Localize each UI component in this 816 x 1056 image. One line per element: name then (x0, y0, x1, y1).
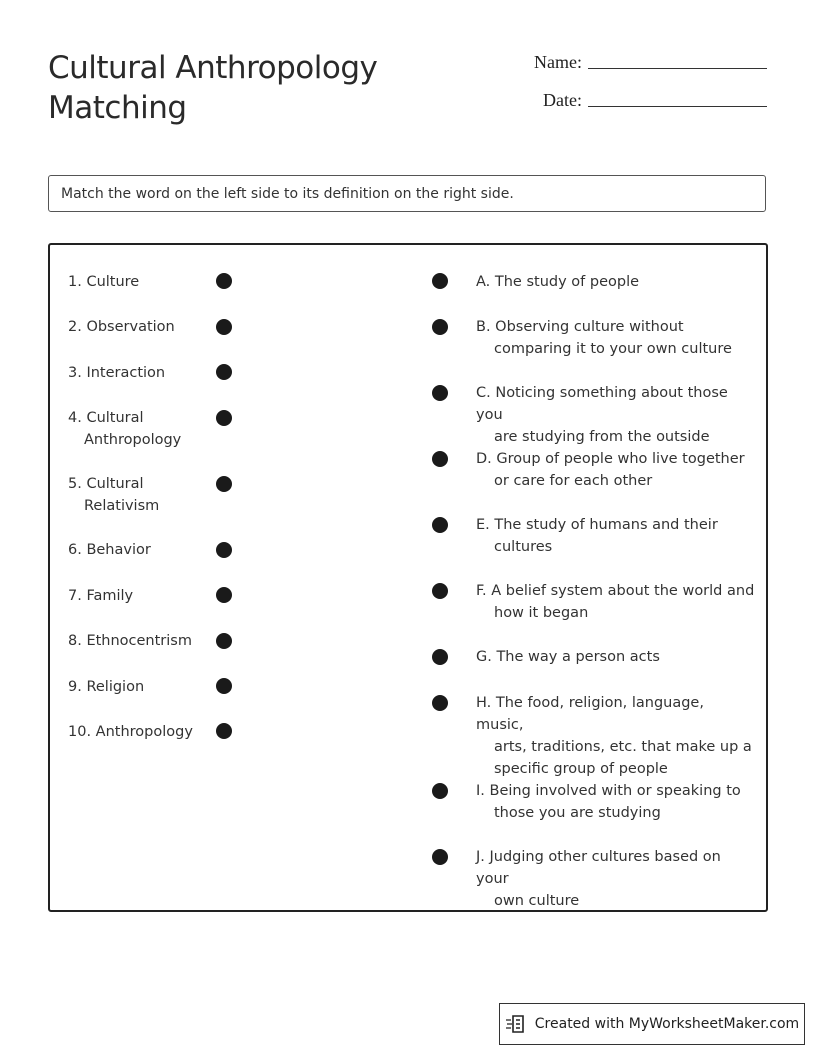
term-item (68, 407, 208, 451)
definition-match-dot[interactable] (432, 451, 448, 467)
worksheet-title (48, 48, 468, 128)
term-match-dot[interactable] (216, 587, 232, 603)
instructions-box (48, 175, 766, 212)
date-field (543, 90, 767, 111)
definition-match-dot[interactable] (432, 783, 448, 799)
definition-text-continued: how it began (494, 605, 589, 621)
date-blank-line[interactable] (588, 105, 767, 107)
created-with-badge[interactable] (499, 1003, 805, 1045)
definition-text-continued: or care for each other (494, 473, 653, 489)
definition-text-continued: arts, traditions, etc. that make up a specific group of people (494, 739, 752, 777)
term-match-dot[interactable] (216, 542, 232, 558)
definition-text-continued: are studying from the outside (494, 429, 710, 445)
definition-item (476, 382, 756, 448)
definition-text: F. A belief system about the world and (476, 583, 755, 599)
name-label: Name: (534, 52, 582, 72)
definition-text: D. Group of people who live together (476, 451, 745, 467)
definition-text: A. The study of people (476, 274, 640, 290)
term-match-dot[interactable] (216, 364, 232, 380)
term-text: 5. Cultural (68, 476, 144, 492)
name-field (534, 52, 767, 73)
term-text: 9. Religion (68, 679, 145, 695)
term-match-dot[interactable] (216, 410, 232, 426)
term-text-continued: Anthropology (84, 432, 182, 448)
term-item (68, 585, 208, 607)
definition-match-dot[interactable] (432, 273, 448, 289)
definition-text: I. Being involved with or speaking to (476, 783, 741, 799)
term-item (68, 630, 208, 652)
worksheet-maker-logo-icon (505, 1014, 527, 1034)
term-item (68, 362, 208, 384)
definition-match-dot[interactable] (432, 583, 448, 599)
definition-text: H. The food, religion, language, music, (476, 695, 704, 733)
definition-item (476, 316, 756, 360)
definition-item (476, 646, 756, 668)
definition-text: C. Noticing something about those you (476, 385, 728, 423)
definition-item (476, 846, 756, 912)
definition-match-dot[interactable] (432, 695, 448, 711)
definition-item (476, 448, 756, 492)
definition-item (476, 580, 756, 624)
definition-match-dot[interactable] (432, 649, 448, 665)
term-text: 10. Anthropology (68, 724, 193, 740)
definition-item (476, 692, 756, 780)
definition-text-continued: own culture (494, 893, 580, 909)
name-blank-line[interactable] (588, 67, 767, 69)
term-text: 2. Observation (68, 319, 175, 335)
term-text: 8. Ethnocentrism (68, 633, 192, 649)
term-text: 4. Cultural (68, 410, 144, 426)
term-match-dot[interactable] (216, 723, 232, 739)
term-item (68, 676, 208, 698)
created-with-text: Created with MyWorksheetMaker.com (534, 1016, 800, 1032)
definition-text-continued: comparing it to your own culture (494, 341, 732, 357)
term-item (68, 271, 208, 293)
term-item (68, 316, 208, 338)
term-text: 3. Interaction (68, 365, 166, 381)
matching-box (48, 243, 768, 912)
title-line-1: Cultural Anthropology (48, 50, 378, 86)
definition-text-continued: those you are studying (494, 805, 661, 821)
title-line-2: Matching (48, 90, 187, 126)
term-item (68, 539, 208, 561)
term-match-dot[interactable] (216, 678, 232, 694)
date-label: Date: (543, 90, 582, 110)
term-match-dot[interactable] (216, 273, 232, 289)
term-match-dot[interactable] (216, 319, 232, 335)
definition-text: J. Judging other cultures based on your (476, 849, 721, 887)
definition-item (476, 780, 756, 824)
definition-item (476, 271, 756, 293)
definition-match-dot[interactable] (432, 517, 448, 533)
term-match-dot[interactable] (216, 476, 232, 492)
term-text: 1. Culture (68, 274, 140, 290)
definition-text-continued: cultures (494, 539, 553, 555)
definition-text: B. Observing culture without (476, 319, 684, 335)
definition-item (476, 514, 756, 558)
definition-text: E. The study of humans and their (476, 517, 718, 533)
instructions-text: Match the word on the left side to its definition on the right side. (61, 185, 514, 202)
term-text-continued: Relativism (84, 498, 160, 514)
definition-match-dot[interactable] (432, 385, 448, 401)
term-match-dot[interactable] (216, 633, 232, 649)
term-text: 7. Family (68, 588, 134, 604)
term-text: 6. Behavior (68, 542, 151, 558)
definition-text: G. The way a person acts (476, 649, 660, 665)
term-item (68, 721, 208, 743)
definition-match-dot[interactable] (432, 319, 448, 335)
definition-match-dot[interactable] (432, 849, 448, 865)
term-item (68, 473, 208, 517)
